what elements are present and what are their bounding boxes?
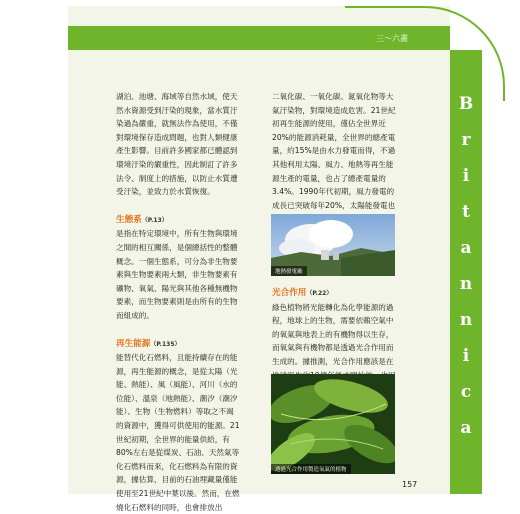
term-heading <box>116 213 240 228</box>
term-heading <box>116 337 240 352</box>
sidebar-letter: B <box>458 94 474 114</box>
ecosystem-definition: 是指在特定環境中，所有生物與環境之間的相互關係，是個總括性的整體概念。一個生態系，可分為非生物要素與生物要素兩大類，非生物要素有礦物、氧氣、陽光與其他各種無機物要素，而生物要素則是由所有的生物而組成的。 <box>116 229 238 320</box>
sidebar-letter: t <box>462 202 470 222</box>
sidebar-letter: a <box>460 418 472 438</box>
term-ecosystem: 生態系 <box>116 214 142 225</box>
photo-caption: 地熱發電廠 <box>271 266 307 276</box>
photo-plant-leaves <box>271 374 395 474</box>
page-ref: （P.22） <box>306 290 333 297</box>
plant-leaves-image <box>271 374 395 474</box>
sidebar-letter: r <box>461 130 471 150</box>
page-ref: （P.135） <box>150 340 181 348</box>
term-photosynthesis: 光合作用 <box>272 288 307 298</box>
right-column <box>272 90 396 226</box>
sidebar-letter: c <box>460 382 472 402</box>
renewable-energy-definition: 能替代化石燃料，且能持續存在的能源，再生能源的概念，是從太陽（光能、熱能）、風（風能）、河川（水的位能）、溫泉（地熱能）、潮汐（潮汐能）、生物（生物燃料）等取之不竭的資源中，獲得可供使用的能源。21世紀初期，全世界的能量供給，有80%左右是從煤炭、石油、天然氣等化石燃料而來，化石燃料為有限的資源，據估算，目前的石油埋藏量僅能使用至21世紀中葉以後。然而，在燃燒化石燃料的同時，也會排放出 <box>116 353 240 512</box>
photo-geothermal-plant <box>271 214 395 276</box>
chapter-label: 三～六畫 <box>376 34 408 43</box>
photosynthesis-definition: 綠色植物將光能轉化為化學能源的過程，地球上的生物，需要依賴空氣中的氧氣與地表上的有機物得以生存，而氧氣與有機物都是透過光合作用而生成的。據推測，光合作用應該是在 <box>272 302 394 366</box>
sidebar-letter: n <box>459 310 473 330</box>
page-ref: （P.13） <box>141 216 168 224</box>
photo-caption: 透過光合作用製造氧氣的植物 <box>271 464 351 474</box>
sidebar-letter: i <box>462 346 470 366</box>
sidebar-letter: i <box>462 166 470 186</box>
intro-paragraph: 湖泊、池塘、海域等自然水域，使天然水資源受到汙染的現象，當水質汙染過為嚴重，就無法作為使用，不僅對環境保存造成問題，也對人類健康產生影響。目前許多國家都已體認到環境汙染的嚴重性，因此制訂了許多法令、制度上的措施，以防止水質遭受汙染，並致力於水質恢復。 <box>116 92 238 197</box>
page-number: 157 <box>402 480 418 489</box>
term-renewable-energy: 再生能源 <box>116 338 151 349</box>
sidebar-letter: n <box>459 274 473 294</box>
term-heading <box>272 286 396 301</box>
left-column <box>116 90 240 514</box>
continued-paragraph: 二氧化碳、一氧化碳、氮氧化物等大氣汙染物，對環境造成危害。21世紀初再生能源的使用，僅佔全世界近20%的能源消耗量，全世界的總產電量，約15%是由水力發電而得，不過其他利用太陽、風力、地熱等再生能源生產的電量，也占了總產電量的3.4%。1990年代初期，風力發電的成長已突破每年20%，太陽能發電也 <box>272 92 396 210</box>
sidebar-letter: a <box>460 238 472 258</box>
